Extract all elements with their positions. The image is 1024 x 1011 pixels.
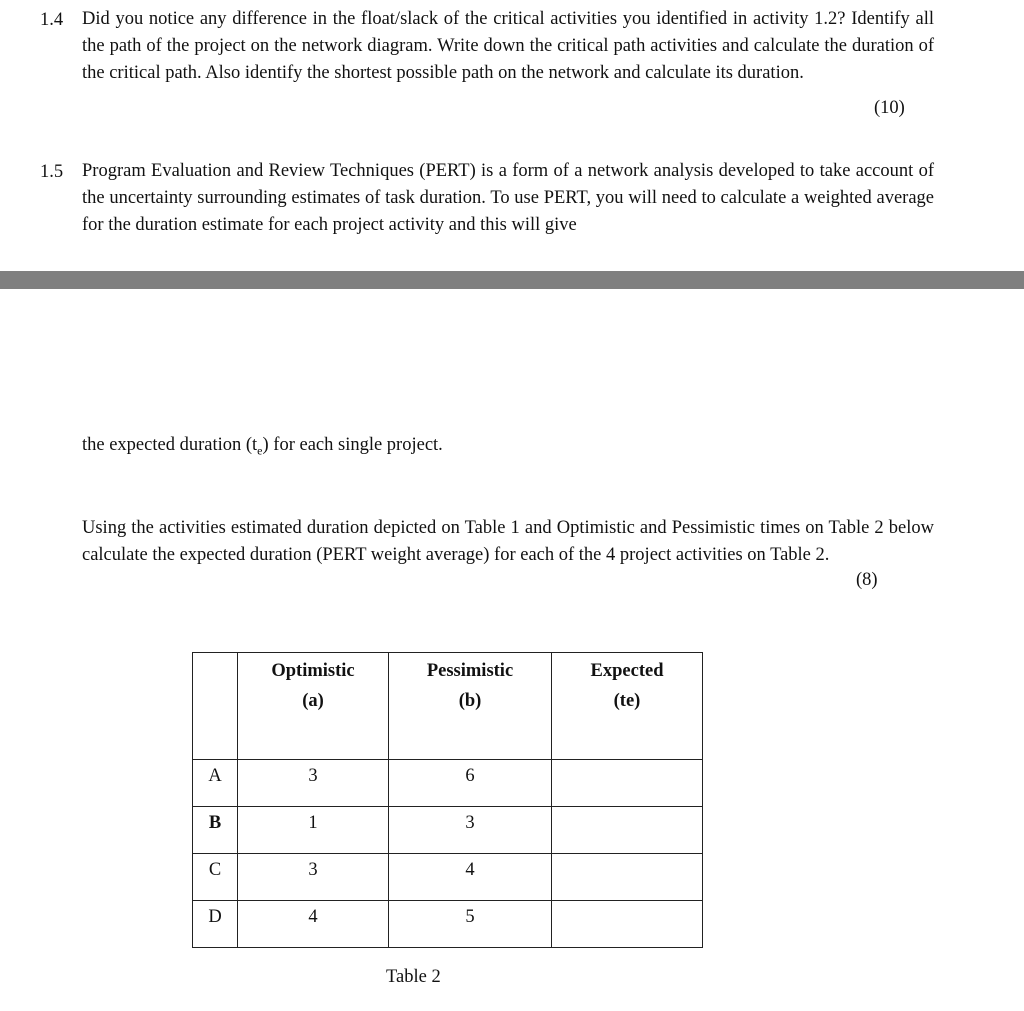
header-optimistic-line2: (a) — [302, 691, 324, 711]
activity-cell: D — [193, 901, 238, 948]
expected-cell — [552, 854, 703, 901]
page-divider — [0, 271, 1024, 289]
pessimistic-cell: 3 — [389, 807, 552, 854]
optimistic-cell: 3 — [238, 854, 389, 901]
header-pessimistic — [389, 653, 552, 760]
header-optimistic-line1: Optimistic — [271, 661, 355, 681]
header-expected-line2: (te) — [613, 691, 641, 711]
pert-table — [192, 652, 703, 948]
table-row — [193, 854, 703, 901]
question-1-5-marks: (8) — [856, 570, 878, 590]
table-row — [193, 807, 703, 854]
question-number-1-4: 1.4 — [40, 10, 64, 30]
optimistic-cell: 1 — [238, 807, 389, 854]
header-pessimistic-line1: Pessimistic — [426, 661, 514, 681]
optimistic-cell: 4 — [238, 901, 389, 948]
activity-cell: A — [193, 760, 238, 807]
header-pessimistic-line2: (b) — [458, 691, 482, 711]
part2-subscript: e — [257, 443, 263, 458]
question-1-4-text: Did you notice any difference in the float/slack of the critical activities you identified in activity 1.2? Identify all the path of the project on the network diagram. Write down the critical path activities and calculate the duration of the critical path. Also identify the shortest possible path on the network and calculate its duration. — [82, 9, 934, 83]
activity-cell: C — [193, 854, 238, 901]
question-number-1-5: 1.5 — [40, 162, 64, 182]
pessimistic-cell: 5 — [389, 901, 552, 948]
header-expected — [552, 653, 703, 760]
pessimistic-cell: 6 — [389, 760, 552, 807]
expected-cell — [552, 901, 703, 948]
question-1-5-text-part1: Program Evaluation and Review Techniques (PERT) is a form of a network analysis developed to take account of the uncertainty surrounding estimates of task duration. To use PERT, you will need to calculate a weighted average for the duration estimate for each project activity and this will give — [82, 161, 934, 235]
header-optimistic — [238, 653, 389, 760]
pert-table-grid — [192, 652, 703, 948]
expected-cell — [552, 807, 703, 854]
activity-cell: B — [193, 807, 238, 854]
header-expected-line1: Expected — [590, 661, 664, 681]
part2-prefix: the expected duration (t — [82, 435, 258, 455]
table-row — [193, 760, 703, 807]
table-header-row — [193, 653, 703, 760]
pessimistic-cell: 4 — [389, 854, 552, 901]
part2-suffix: ) for each single project. — [262, 435, 443, 455]
table-caption: Table 2 — [386, 967, 441, 987]
question-1-5-instruction: Using the activities estimated duration depicted on Table 1 and Optimistic and Pessimistic times on Table 2 below calculate the expected duration (PERT weight average) for each of the 4 project activities on Table 2. — [82, 518, 934, 565]
question-1-4-marks: (10) — [874, 98, 905, 118]
table-row — [193, 901, 703, 948]
optimistic-cell: 3 — [238, 760, 389, 807]
expected-cell — [552, 760, 703, 807]
question-1-5-text-part2 — [82, 432, 934, 465]
header-activity — [193, 653, 238, 760]
